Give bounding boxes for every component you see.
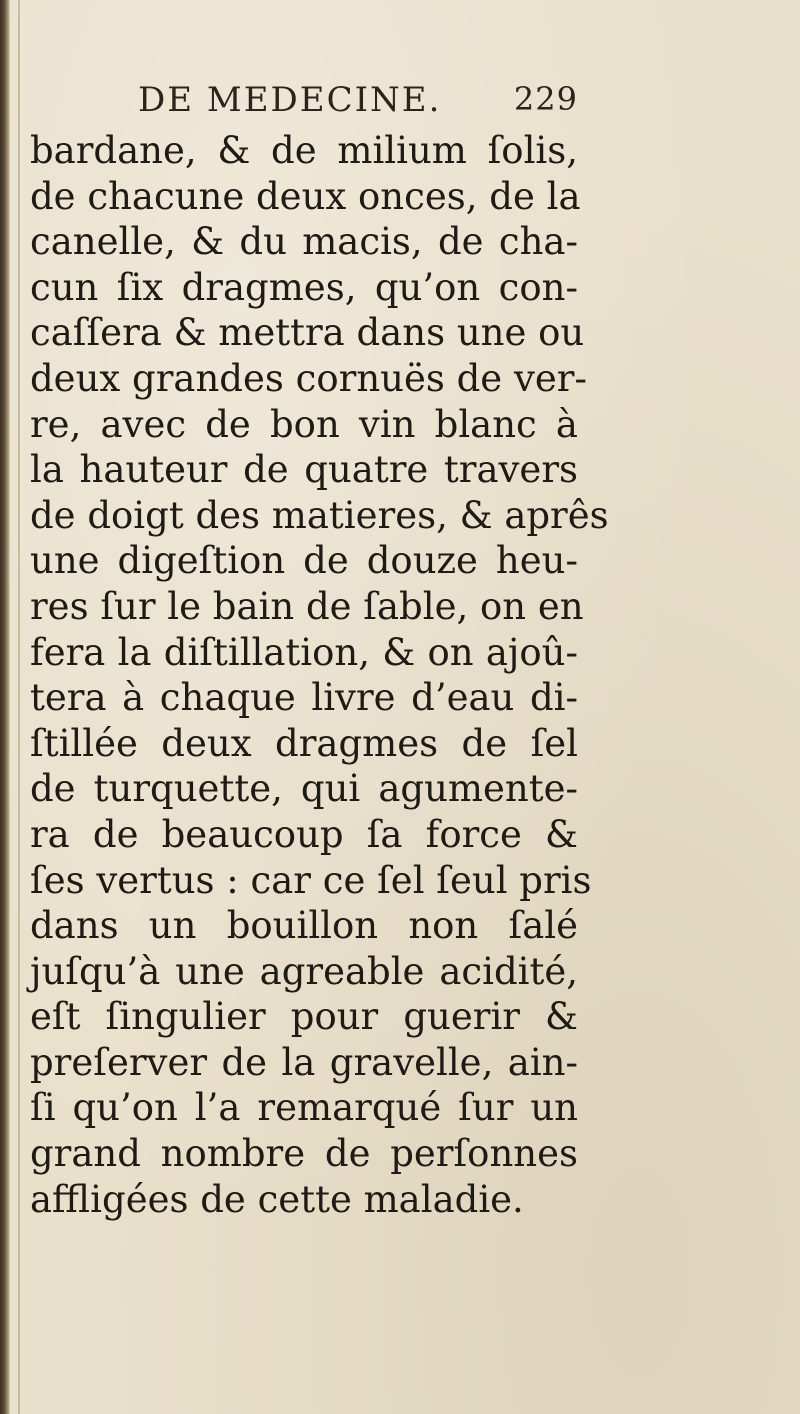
text-line: de turquette, qui agumente- — [30, 767, 578, 811]
body-text — [30, 128, 609, 1222]
text-line: une digeſtion de douze heu- — [30, 539, 578, 583]
text-line: preſerver de la gravelle, ain- — [30, 1040, 578, 1084]
text-line: cun ſix dragmes, qu’on con- — [30, 265, 578, 309]
text-line: dans un bouillon non ſalé — [30, 904, 578, 948]
text-line: ra de beaucoup ſa force & — [30, 812, 578, 856]
page-binding — [0, 0, 10, 1414]
text-line: caſſera & mettra dans une ou — [30, 311, 585, 355]
text-line: fera la diſtillation, & on ajoû- — [30, 630, 578, 674]
text-line: eſt ſingulier pour guerir & — [30, 995, 578, 1039]
text-line: grand nombre de perſonnes — [30, 1132, 578, 1176]
page-number: 229 — [513, 80, 578, 118]
text-line: re, avec de bon vin blanc à — [30, 402, 578, 446]
text-line: res ſur le bain de ſable, on en — [30, 584, 584, 628]
text-line: affligées de cette maladie. — [30, 1177, 524, 1221]
text-line: tera à chaque livre d’eau di- — [30, 676, 578, 720]
text-line: de chacune deux onces, de la — [30, 174, 581, 218]
text-line: canelle, & du macis, de cha- — [30, 220, 578, 264]
text-line: deux grandes cornuës de ver- — [30, 356, 587, 400]
text-line: la hauteur de quatre travers — [30, 448, 578, 492]
text-line: ſi qu’on l’a remarqué ſur un — [30, 1086, 578, 1130]
running-title: DE MEDECINE. — [138, 80, 442, 120]
text-line: juſqu’à une agreable acidité, — [30, 949, 578, 993]
text-line: ſtillée deux dragmes de ſel — [30, 721, 578, 765]
text-line: de doigt des matieres, & aprês — [30, 493, 609, 537]
text-line: bardane, & de milium ſolis, — [30, 129, 578, 172]
page-edge-rule — [18, 0, 20, 1414]
running-head — [138, 76, 578, 124]
text-line: ſes vertus : car ce ſel ſeul pris — [30, 858, 592, 902]
